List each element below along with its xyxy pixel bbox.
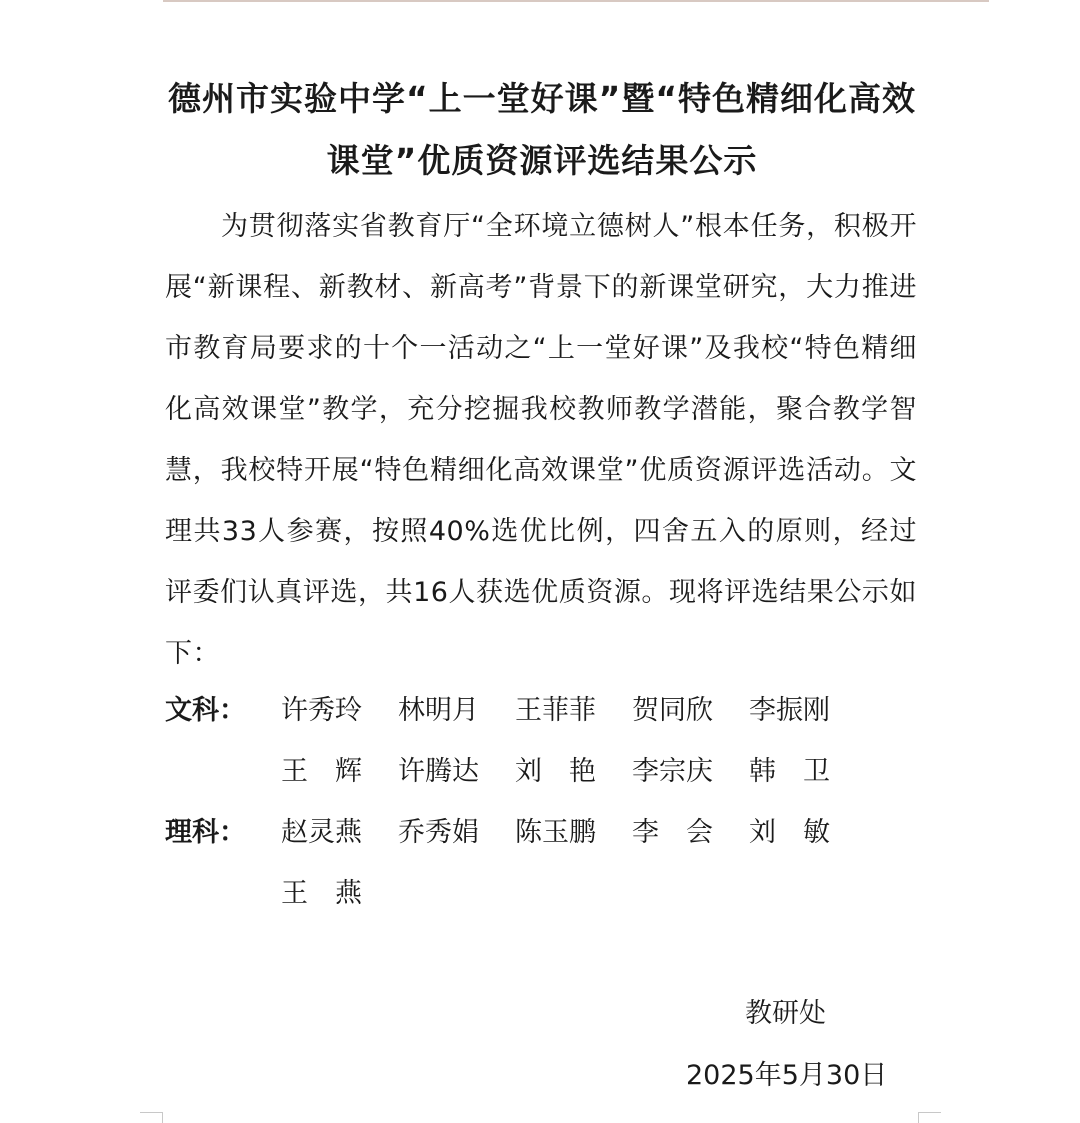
- winner-name: 刘 敏: [749, 817, 830, 848]
- results-list: [165, 680, 917, 924]
- winner-name: 王 燕: [281, 878, 362, 909]
- winner-name: 陈玉鹏: [515, 817, 596, 848]
- liberal-arts-row-1: [165, 680, 917, 741]
- liberal-arts-label: 文科：: [165, 695, 246, 726]
- winner-name: 林明月: [398, 695, 479, 726]
- science-row-1: [165, 802, 917, 863]
- winner-name: 王菲菲: [515, 695, 596, 726]
- liberal-arts-row-2: [165, 741, 917, 802]
- page-corner-mark: [918, 1112, 941, 1123]
- winner-name: 李振刚: [749, 695, 830, 726]
- winner-name: 李 会: [632, 817, 713, 848]
- page-corner-mark: [140, 1112, 163, 1123]
- winner-name: 许秀玲: [281, 695, 362, 726]
- page-top-border: [163, 0, 989, 2]
- signature-date: 2025年5月30日: [686, 1060, 888, 1091]
- winner-name: 王 辉: [281, 756, 362, 787]
- winner-name: 贺同欣: [632, 695, 713, 726]
- document-title: 德州市实验中学“上一堂好课”暨“特色精细化高效课堂”优质资源评选结果公示: [167, 79, 917, 180]
- announcement-body: 为贯彻落实省教育厅“全环境立德树人”根本任务，积极开展“新课程、新教材、新高考”背景下的新课堂研究，大力推进市教育局要求的十个一活动之“上一堂好课”及我校“特色精细化高效课堂”教学，充分挖掘我校教师教学潜能，聚合教学智慧，我校特开展“特色精细化高效课堂”优质资源评选活动。文理共33人参赛，按照40%选优比例，四舍五入的原则，经过评委们认真评选，共16人获选优质资源。现将评选结果公示如下：: [165, 211, 917, 669]
- winner-name: 许腾达: [398, 756, 479, 787]
- science-row-2: [165, 863, 917, 924]
- winner-name: 李宗庆: [632, 756, 713, 787]
- winner-name: 乔秀娟: [398, 817, 479, 848]
- winner-name: 刘 艳: [515, 756, 596, 787]
- winner-name: 韩 卫: [749, 756, 830, 787]
- signature-department: 教研处: [745, 998, 826, 1029]
- winner-name: 赵灵燕: [281, 817, 362, 848]
- science-label: 理科：: [165, 817, 246, 848]
